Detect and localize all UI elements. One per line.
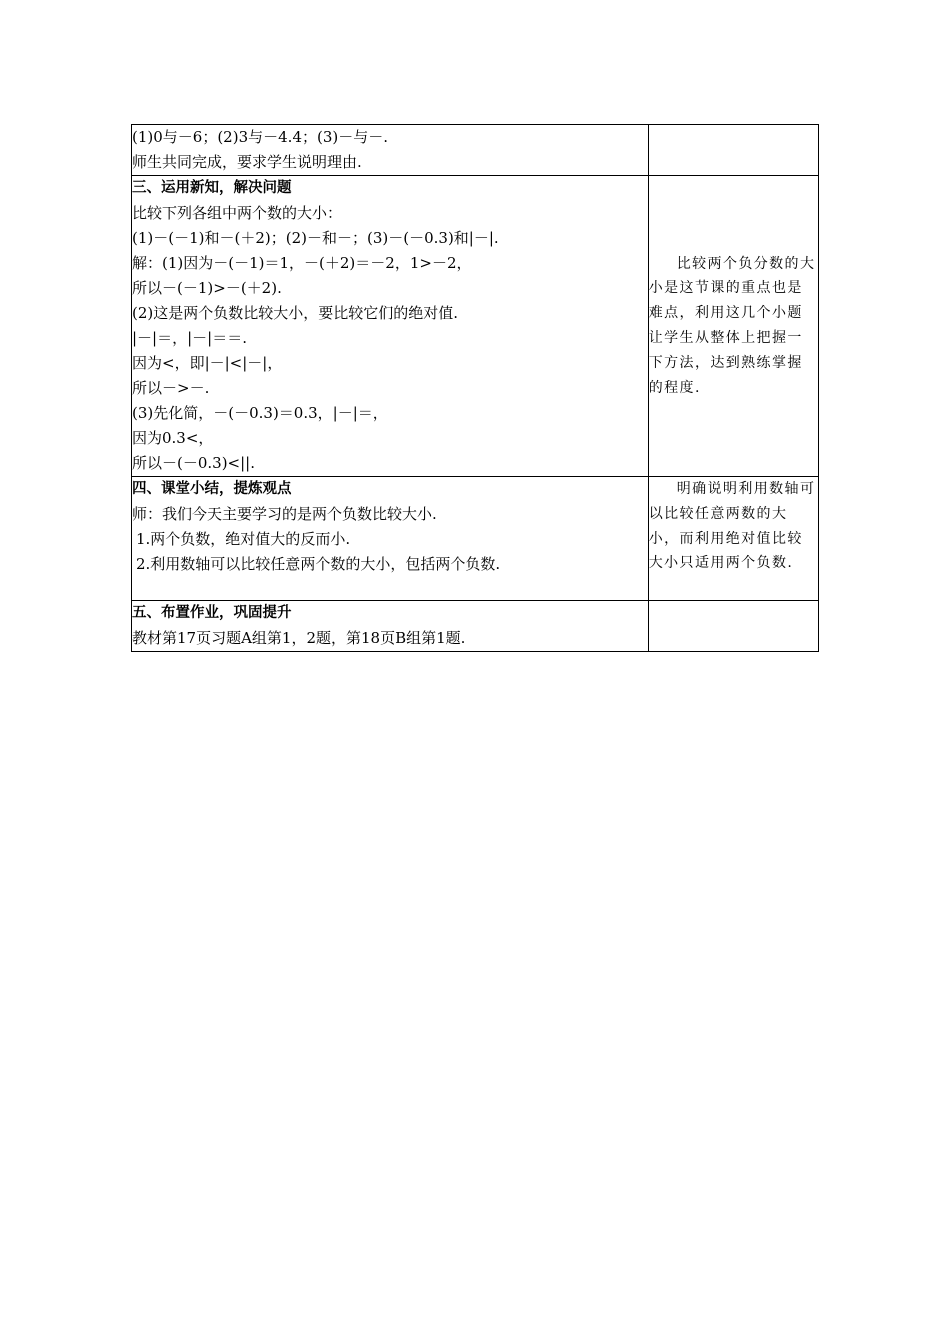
lesson-plan-table — [131, 124, 819, 652]
section-heading: 五、布置作业，巩固提升 — [132, 605, 292, 621]
content-line: 解：(1)因为－(－1)＝1，－(＋2)＝－2，1>－2， — [132, 254, 472, 272]
section-heading: 三、运用新知，解决问题 — [132, 180, 292, 196]
content-line: 因为<，即|－|<|－|， — [132, 354, 283, 372]
content-line: 因为0.3<， — [132, 429, 214, 447]
table-row — [132, 125, 819, 176]
content-line: 所以－(－0.3)<||. — [132, 454, 256, 472]
note-cell — [648, 125, 818, 176]
content-line: 2.利用数轴可以比较任意两个数的大小，包括两个负数. — [136, 555, 501, 573]
table-row — [132, 176, 819, 477]
content-line: (1)0与－6；(2)3与－4.4；(3)－与－. — [132, 128, 388, 146]
content-line: 所以－>－. — [132, 379, 210, 397]
content-line: (2)这是两个负数比较大小，要比较它们的绝对值. — [132, 304, 459, 322]
content-line: 教材第17页习题A组第1，2题，第18页B组第1题. — [132, 629, 466, 647]
content-line: 师生共同完成，要求学生说明理由. — [132, 153, 362, 171]
table-row — [132, 477, 819, 601]
note-cell — [648, 477, 818, 601]
content-line: 1.两个负数，绝对值大的反而小. — [136, 530, 351, 548]
content-line: 所以－(－1)>－(＋2). — [132, 279, 282, 297]
note-text: 明确说明利用数轴可以比较任意两数的大小，而利用绝对值比较大小只适用两个负数. — [648, 481, 816, 572]
content-cell — [132, 601, 649, 652]
note-cell — [648, 601, 818, 652]
table-row — [132, 601, 819, 652]
content-line: 比较下列各组中两个数的大小： — [132, 204, 343, 222]
note-text: 比较两个负分数的大小是这节课的重点也是难点，利用这几个小题让学生从整体上把握一下方法，达到熟练掌握的程度. — [648, 255, 816, 396]
note-cell — [648, 176, 818, 477]
content-cell — [132, 477, 649, 601]
content-line: (3)先化简，－(－0.3)＝0.3，|－|＝， — [132, 404, 388, 422]
content-line: |－|＝，|－|＝＝. — [132, 329, 247, 347]
content-cell — [132, 176, 649, 477]
section-heading: 四、课堂小结，提炼观点 — [132, 481, 292, 497]
content-cell — [132, 125, 649, 176]
content-line: 师：我们今天主要学习的是两个负数比较大小. — [132, 505, 437, 523]
content-line: (1)－(－1)和－(＋2)；(2)－和－；(3)－(－0.3)和|－|. — [132, 229, 499, 247]
